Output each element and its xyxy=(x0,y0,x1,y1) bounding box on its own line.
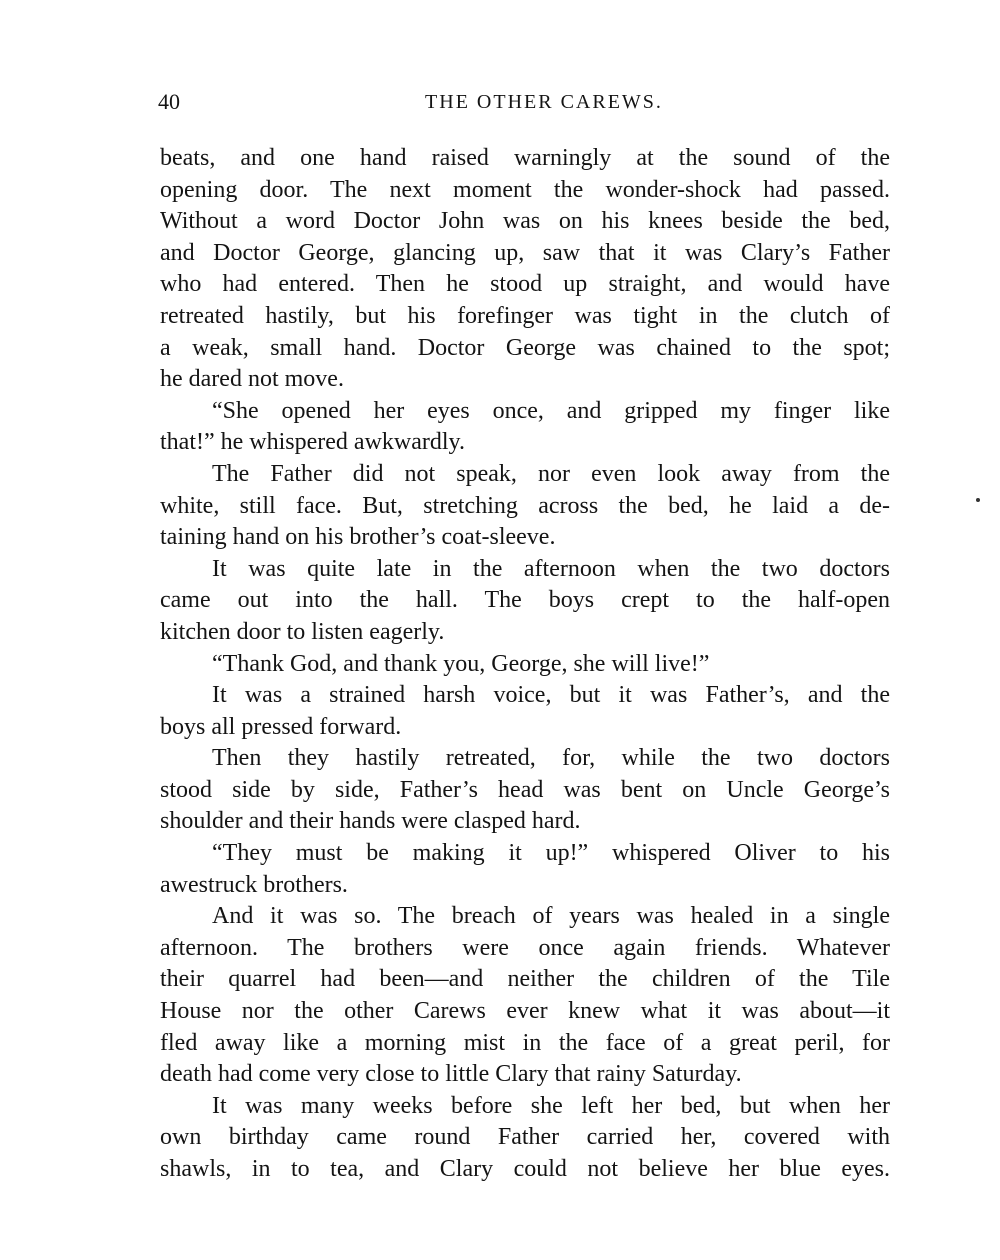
text-line: “She opened her eyes once, and gripped my finger like xyxy=(212,397,890,424)
running-title: THE OTHER CAREWS. xyxy=(425,91,663,113)
text-line: that!” he whispered awkwardly. xyxy=(160,429,465,456)
text-line: Then they hastily retreated, for, while the two doctors xyxy=(212,745,890,772)
text-line: The Father did not speak, nor even look away from the xyxy=(212,460,890,487)
text-line: shawls, in to tea, and Clary could not believe her blue eyes. xyxy=(160,1156,890,1182)
text-line: stood side by side, Father’s head was bent on Uncle George’s xyxy=(160,776,890,803)
text-line: “They must be making it up!” whispered Oliver to his xyxy=(212,840,890,867)
text-line: It was quite late in the afternoon when the two doctors xyxy=(212,555,890,582)
text-line: awestruck brothers. xyxy=(160,871,348,898)
body-text xyxy=(160,143,890,1186)
text-line: And it was so. The breach of years was healed in a single xyxy=(212,903,890,930)
text-line: came out into the hall. The boys crept to the half-open xyxy=(160,587,890,614)
text-line: shoulder and their hands were clasped hard. xyxy=(160,808,581,835)
text-line: House nor the other Carews ever knew what it was about—it xyxy=(160,998,890,1025)
text-line: boys all pressed forward. xyxy=(160,713,402,740)
page-number: 40 xyxy=(158,89,180,114)
text-line: It was a strained harsh voice, but it was Father’s, and the xyxy=(212,682,890,709)
text-line: own birthday came round Father carried her, covered with xyxy=(160,1124,890,1151)
text-line: beats, and one hand raised warningly at the sound of the xyxy=(160,145,890,171)
text-line: retreated hastily, but his forefinger was tight in the clutch of xyxy=(160,302,890,329)
text-line: opening door. The next moment the wonder-shock had passed. xyxy=(160,176,890,203)
text-line: a weak, small hand. Doctor George was chained to the spot; xyxy=(160,334,890,361)
text-line: their quarrel had been—and neither the children of the Tile xyxy=(160,966,890,993)
text-line: death had come very close to little Clary that rainy Saturday. xyxy=(160,1061,742,1088)
text-line: afternoon. The brothers were once again friends. Whatever xyxy=(160,934,890,961)
text-line: taining hand on his brother’s coat-sleeve. xyxy=(160,524,556,551)
text-line: It was many weeks before she left her bed, but when her xyxy=(212,1092,890,1119)
text-line: Without a word Doctor John was on his knees beside the bed, xyxy=(160,208,890,235)
text-line: and Doctor George, glancing up, saw that it was Clary’s Father xyxy=(160,239,890,266)
text-line: “Thank God, and thank you, George, she will live!” xyxy=(212,650,710,677)
text-line: who had entered. Then he stood up straight, and would have xyxy=(160,271,890,298)
text-line: white, still face. But, stretching across the bed, he laid a de- xyxy=(160,492,890,519)
page-header xyxy=(158,88,890,118)
text-line: kitchen door to listen eagerly. xyxy=(160,618,445,645)
ink-speck xyxy=(976,498,980,502)
text-line: he dared not move. xyxy=(160,366,344,393)
text-line: fled away like a morning mist in the face of a great peril, for xyxy=(160,1029,890,1056)
